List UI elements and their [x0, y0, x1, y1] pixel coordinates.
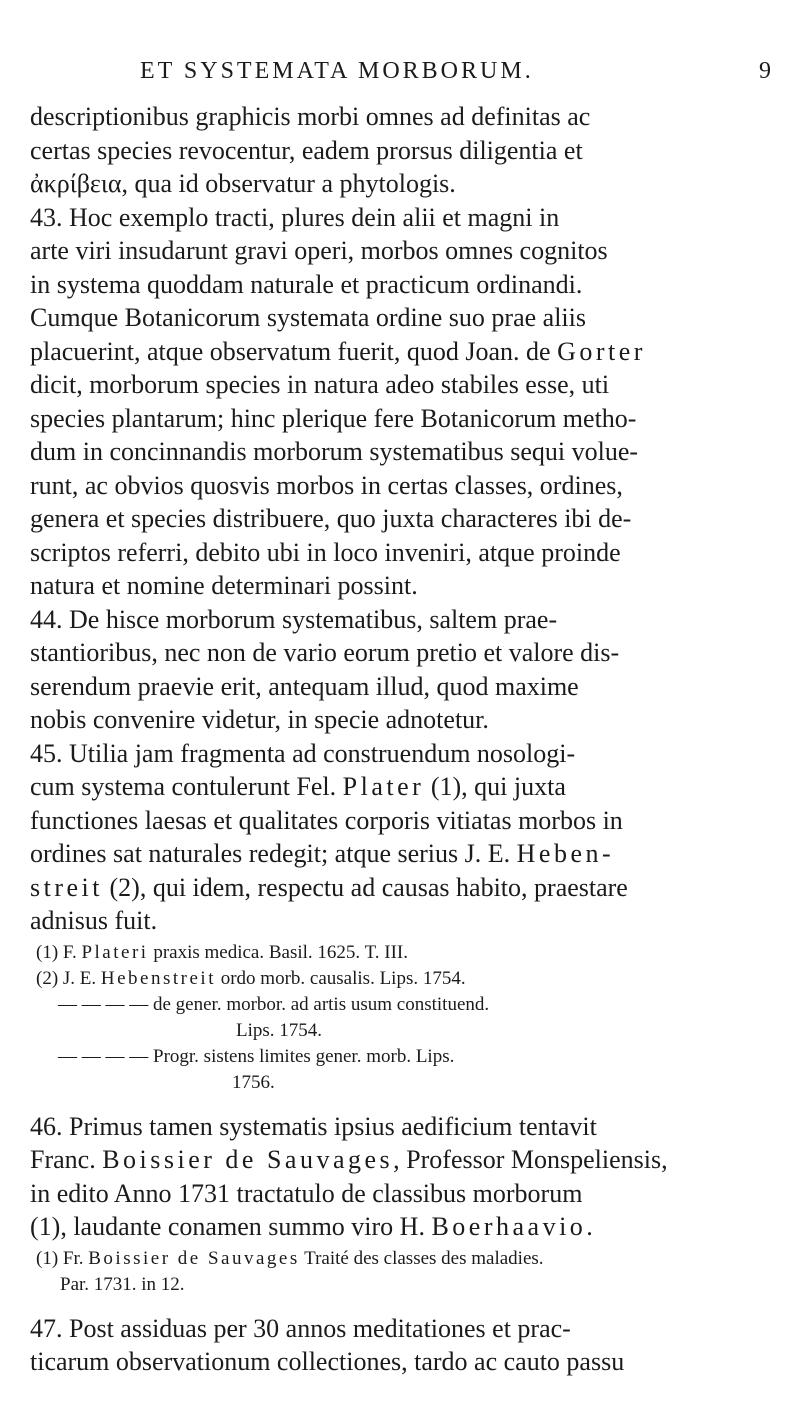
book-page	[30, 58, 775, 1379]
paragraph-43-line: species plantarum; hinc plerique fere Botanicorum metho-	[30, 403, 637, 433]
paragraph-43-line: genera et species distribuere, quo juxta characteres ibi de-	[30, 504, 632, 533]
paragraph-43-line: dicit, morborum species in natura adeo stabiles esse, uti	[30, 370, 610, 399]
paragraph-43-line: scriptos referri, debito ubi in loco inveniri, atque proinde	[30, 537, 621, 567]
footnote	[36, 1246, 775, 1272]
paragraph-44-line: stantioribus, nec non de vario eorum pretio et valore dis-	[30, 638, 620, 667]
text-span: (1) F.	[36, 941, 82, 963]
footnote: — — — — de gener. morbor. ad artis usum constituend.	[58, 993, 490, 1015]
paragraph-43-line: dum in concinnandis morborum systematibus sequi volue-	[30, 437, 639, 466]
text-span: Franc.	[30, 1145, 103, 1174]
paragraph-44-line: serendum praevie erit, antequam illud, quod maxime	[30, 671, 579, 701]
paragraph-46-line: in edito Anno 1731 tractatulo de classibus morborum	[30, 1178, 583, 1208]
paragraph-43-line: arte viri insudarunt gravi operi, morbos omnes cognitos	[30, 236, 608, 265]
text-span: (2), qui idem, respectu ad causas habito, praestare	[103, 872, 628, 902]
running-title: ET SYSTEMATA MORBORUM.	[140, 58, 534, 84]
text-line: ἀκρίβεια, qua id observatur a phytologis.	[30, 169, 456, 198]
text-line: certas species revocentur, eadem prorsus diligentia et	[30, 135, 583, 165]
author-name: Hebenstreit	[100, 967, 216, 989]
paragraph-46-line	[30, 1143, 775, 1177]
paragraph-43-line: natura et nomine determinari possint.	[30, 571, 418, 600]
author-name: Boerhaavio	[431, 1212, 587, 1241]
text-span: ordines sat naturales redegit; atque serius J. E.	[30, 839, 517, 868]
paragraph-47-line: ticarum observationum collectiones, tardo ac cauto passu	[30, 1347, 625, 1376]
footnote: 1756.	[232, 1071, 275, 1093]
footnote	[36, 940, 775, 966]
paragraph-46-line	[30, 1210, 775, 1244]
footnote: Par. 1731. in 12.	[60, 1273, 185, 1295]
author-name: Boissier de Sauvages	[102, 1145, 394, 1174]
paragraph-45-line	[30, 871, 775, 905]
text-span: (1), qui juxta	[424, 772, 566, 801]
paragraph-47-line: 47. Post assiduas per 30 annos meditationes et prac-	[30, 1313, 571, 1343]
page-header	[30, 58, 775, 92]
paragraph-45-line	[30, 770, 775, 804]
text-span: .	[586, 1212, 593, 1241]
paragraph-43-line: Cumque Botanicorum systemata ordine suo prae aliis	[30, 303, 586, 332]
paragraph-43-line: 43. Hoc exemplo tracti, plures dein alii et magni in	[30, 202, 560, 232]
text-span: (1), laudante conamen summo viro H.	[30, 1212, 432, 1241]
author-name: Plateri	[81, 941, 149, 963]
text-span: (2) J. E.	[36, 967, 101, 989]
footnotes	[36, 1246, 775, 1298]
footnote	[36, 966, 775, 992]
page-number: 9	[759, 58, 771, 84]
text-span: , Professor Monspeliensis,	[393, 1145, 668, 1174]
text-span: Traité des classes des maladies.	[299, 1247, 544, 1269]
footnote: — — — — Progr. sistens limites gener. morb. Lips.	[58, 1045, 455, 1067]
paragraph-43-line: in systema quoddam naturale et practicum ordinandi.	[30, 269, 583, 299]
text-span: ordo morb. causalis. Lips. 1754.	[215, 967, 466, 989]
author-name: Heben-	[516, 839, 615, 868]
paragraph-44-line: 44. De hisce morborum systematibus, saltem prae-	[30, 604, 558, 634]
paragraph-45-line: adnisus fuit.	[30, 906, 158, 935]
author-name: Boissier de Sauvages	[88, 1247, 300, 1269]
paragraph-43-line	[30, 335, 775, 369]
paragraph-45-line	[30, 837, 775, 871]
paragraph-45-line: 45. Utilia jam fragmenta ad construendum nosologi-	[30, 738, 576, 768]
text-span: praxis medica. Basil. 1625. T. III.	[148, 941, 408, 963]
author-name: Gorter	[557, 336, 646, 366]
body-text	[30, 100, 775, 1379]
text-line: descriptionibus graphicis morbi omnes ad definitas ac	[30, 102, 591, 131]
paragraph-45-line: functiones laesas et qualitates corporis vitiatas morbos in	[30, 805, 623, 835]
paragraph-44-line: nobis convenire videtur, in specie adnotetur.	[30, 705, 489, 734]
text-span: placuerint, atque observatum fuerit, quod Joan. de	[30, 336, 558, 366]
text-span: (1) Fr.	[36, 1247, 89, 1269]
author-name: Plater	[342, 772, 425, 801]
footnote: Lips. 1754.	[236, 1019, 323, 1041]
author-name: streit	[30, 872, 103, 902]
text-span: cum systema contulerunt Fel.	[30, 772, 343, 801]
paragraph-46-line: 46. Primus tamen systematis ipsius aedificium tentavit	[30, 1111, 597, 1141]
paragraph-43-line: runt, ac obvios quosvis morbos in certas classes, ordines,	[30, 470, 623, 500]
footnotes	[36, 940, 775, 1096]
